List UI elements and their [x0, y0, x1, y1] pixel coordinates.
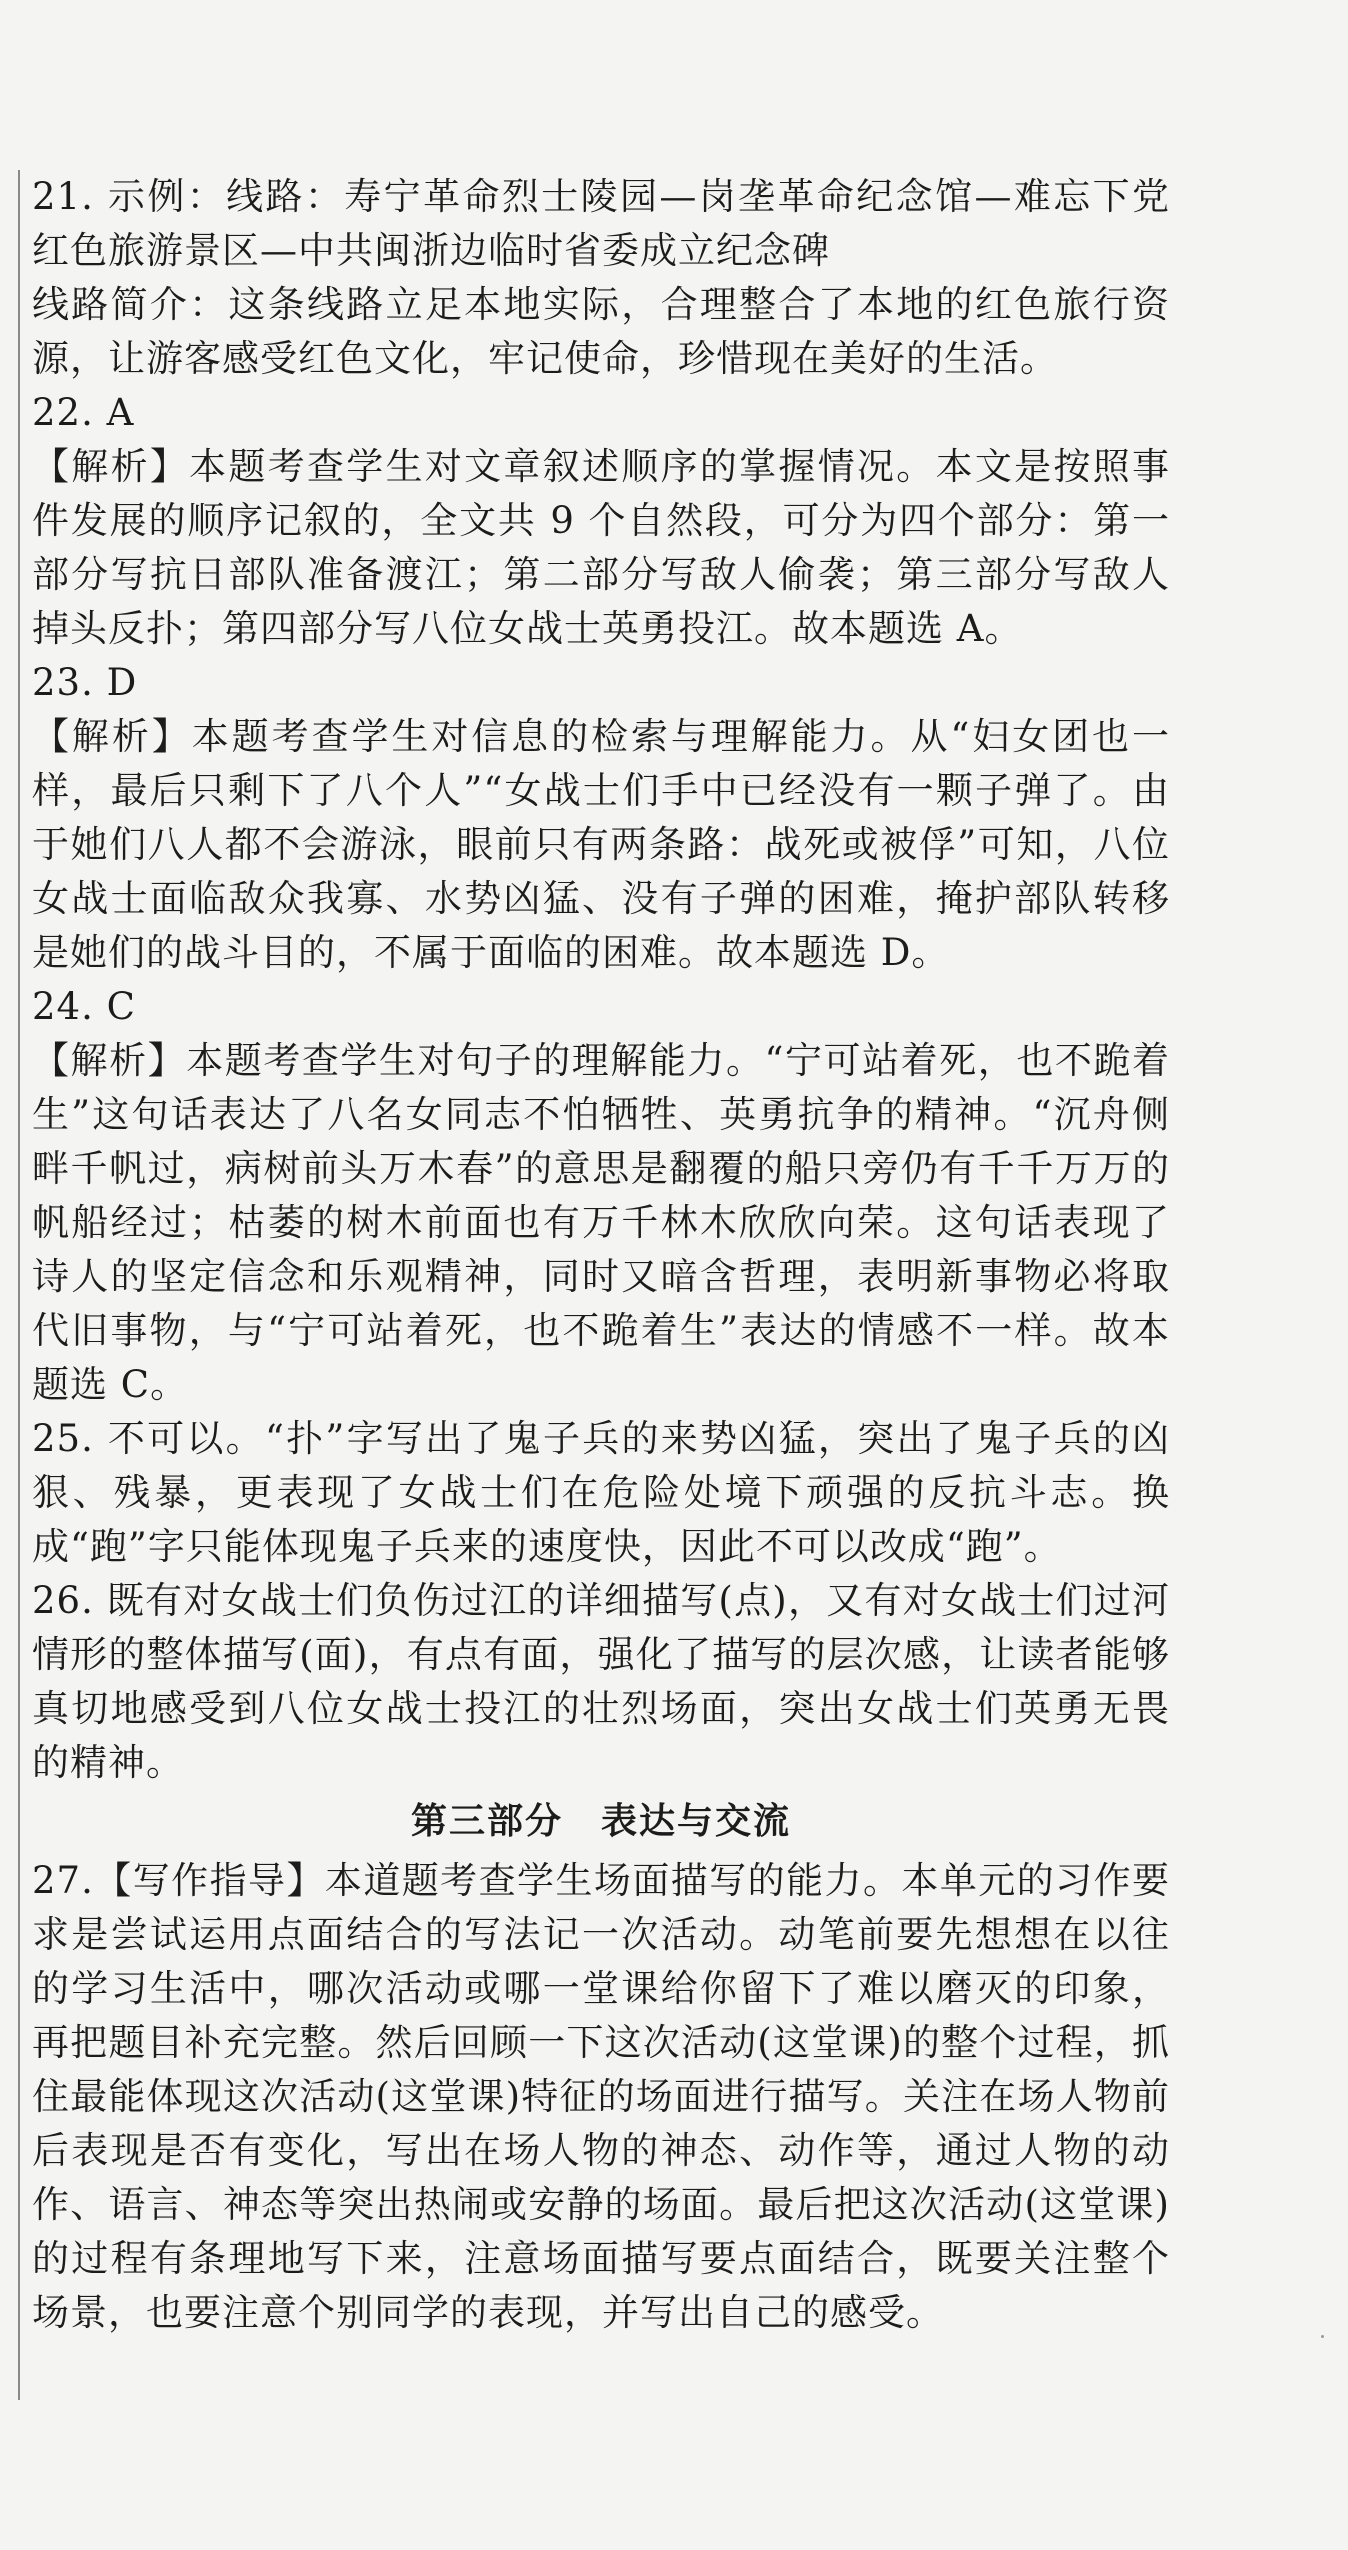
answer-24-explanation: 【解析】本题考查学生对句子的理解能力。“宁可站着死，也不跪着生”这句话表达了八名女同志不怕牺牲、英勇抗争的精神。“沉舟侧畔千帆过，病树前头万木春”的意思是翻覆的船只旁仍有千千万万的帆船经过；枯萎的树木前面也有万千林木欣欣向荣。这句话表现了诗人的坚定信念和乐观精神，同时又暗含哲理，表明新事物必将取代旧事物，与“宁可站着死，也不跪着生”表达的情感不一样。故本题选 C。 — [32, 1039, 1170, 1406]
answer-21-intro: 线路简介：这条线路立足本地实际，合理整合了本地的红色旅行资源，让游客感受红色文化，牢记使命，珍惜现在美好的生活。 — [32, 283, 1170, 380]
answer-content — [32, 170, 1170, 2340]
answer-24: 24. C — [32, 985, 136, 1028]
answer-22-explanation: 【解析】本题考查学生对文章叙述顺序的掌握情况。本文是按照事件发展的顺序记叙的，全文共 9 个自然段，可分为四个部分：第一部分写抗日部队准备渡江；第二部分写敌人偷袭；第三部分写敌人掉头反扑；第四部分写八位女战士英勇投江。故本题选 A。 — [32, 445, 1170, 650]
answer-22: 22. A — [32, 391, 135, 434]
scan-speck — [1321, 2335, 1324, 2338]
answer-26: 26. 既有对女战士们负伤过江的详细描写(点)，又有对女战士们过河情形的整体描写(面)，有点有面，强化了描写的层次感，让读者能够真切地感受到八位女战士投江的壮烈场面，突出女战士们英勇无畏的精神。 — [32, 1579, 1170, 1784]
left-margin-rule — [18, 170, 20, 2400]
answer-23: 23. D — [32, 661, 138, 704]
answer-27-writing-guide: 27.【写作指导】本道题考查学生场面描写的能力。本单元的习作要求是尝试运用点面结合的写法记一次活动。动笔前要先想想在以往的学习生活中，哪次活动或哪一堂课给你留下了难以磨灭的印象，再把题目补充完整。然后回顾一下这次活动(这堂课)的整个过程，抓住最能体现这次活动(这堂课)特征的场面进行描写。关注在场人物前后表现是否有变化，写出在场人物的神态、动作等，通过人物的动作、语言、神态等突出热闹或安静的场面。最后把这次活动(这堂课)的过程有条理地写下来，注意场面描写要点面结合，既要关注整个场景，也要注意个别同学的表现，并写出自己的感受。 — [32, 1859, 1170, 2334]
answer-25: 25. 不可以。“扑”字写出了鬼子兵的来势凶猛，突出了鬼子兵的凶狠、残暴，更表现了女战士们在危险处境下顽强的反抗斗志。换成“跑”字只能体现鬼子兵来的速度快，因此不可以改成“跑”。 — [32, 1417, 1170, 1568]
answer-23-explanation: 【解析】本题考查学生对信息的检索与理解能力。从“妇女团也一样，最后只剩下了八个人”“女战士们手中已经没有一颗子弹了。由于她们八人都不会游泳，眼前只有两条路：战死或被俘”可知，八位女战士面临敌众我寡、水势凶猛、没有子弹的困难，掩护部队转移是她们的战斗目的，不属于面临的困难。故本题选 D。 — [32, 715, 1170, 974]
section-heading: 第三部分 表达与交流 — [410, 1801, 791, 1842]
answer-21-route: 21. 示例：线路：寿宁革命烈士陵园—岗垄革命纪念馆—难忘下党红色旅游景区—中共闽浙边临时省委成立纪念碑 — [32, 175, 1170, 272]
